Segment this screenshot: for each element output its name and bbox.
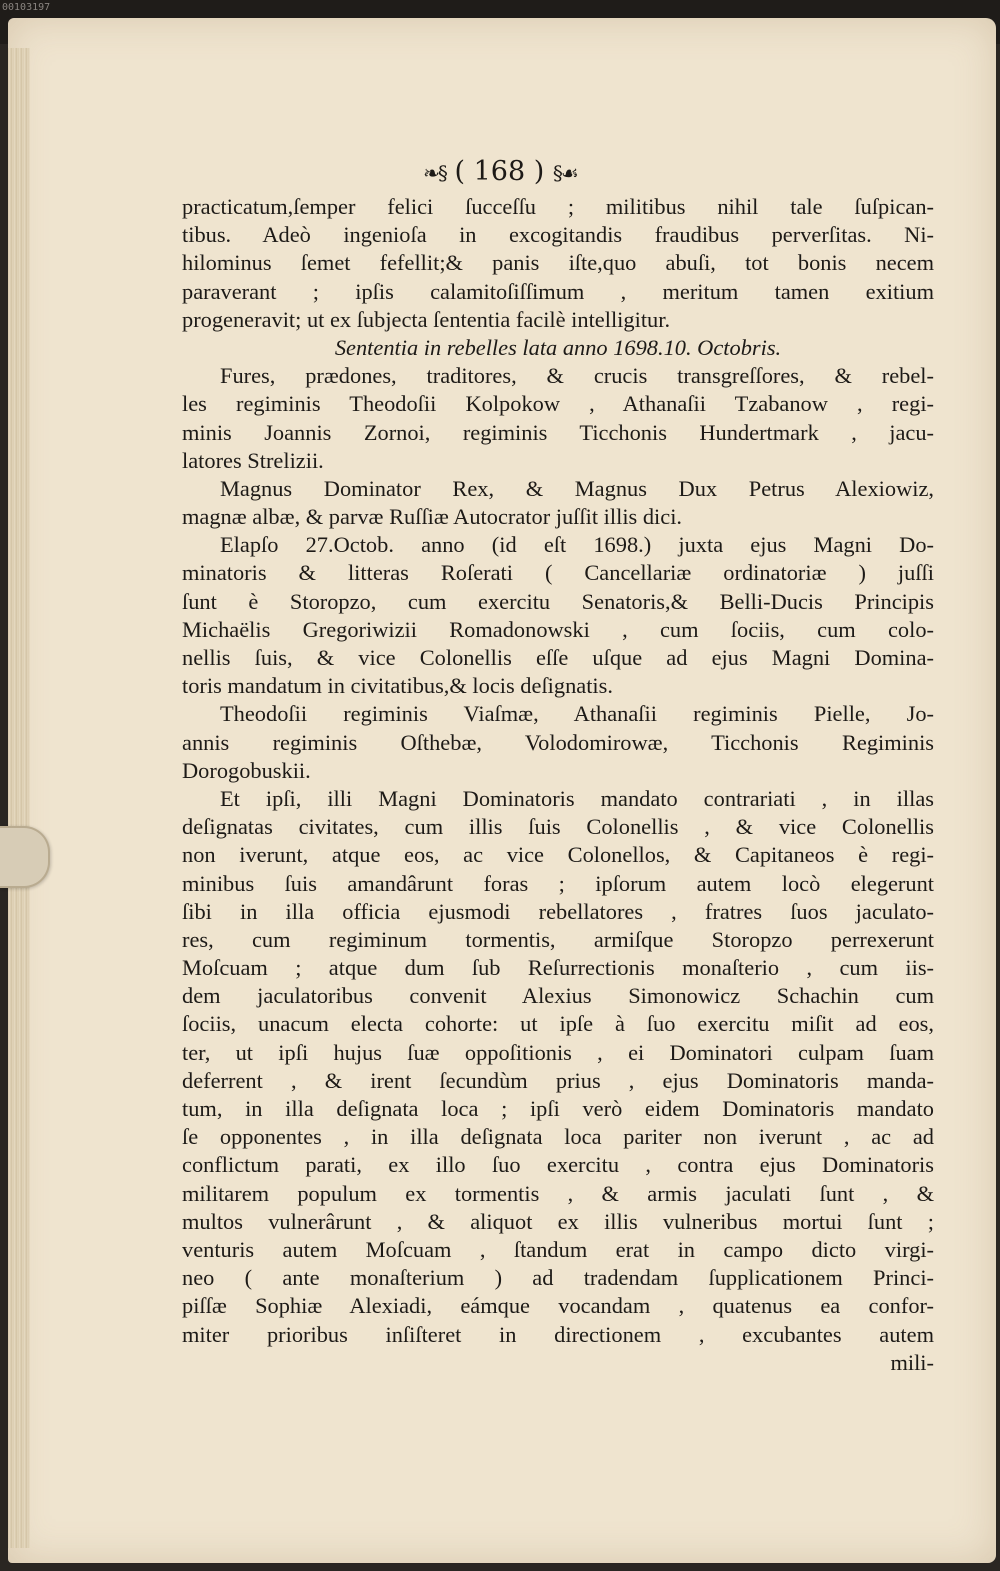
page-header [0,156,1000,187]
catchword: mili- [890,1349,934,1375]
text-line: Moſcuam ; atque dum ſub Reſurrectionis monaſterio , cum iis- [182,955,934,981]
text-line: minatoris & litteras Roſerati ( Cancellariæ ordinatoriæ ) juſſi [182,560,934,586]
text-line: Elapſo 27.Octob. anno (id eſt 1698.) juxta ejus Magni Do- [220,532,934,558]
text-line: tum, in illa deſignata loca ; ipſi verò eidem Dominatoris mandato [182,1096,934,1121]
text-line: ſe opponentes , in illa deſignata loca pariter non iverunt , ac ad [182,1124,934,1150]
text-line: ſibi in illa officia ejusmodi rebellatores , fratres ſuos jaculato- [182,898,934,924]
scan-id-label: 00103197 [2,2,51,13]
text-line: minis Joannis Zornoi, regiminis Ticchonis Hundertmark , jacu- [182,419,934,445]
page-stack-edges [8,48,30,1548]
text-line: nellis ſuis, & vice Colonellis eſſe uſque ad ejus Magni Domina- [182,645,934,670]
text-line: piſſæ Sophiæ Alexiadi, eámque vocandam , quatenus ea confor- [182,1293,934,1319]
text-line: minibus ſuis amandârunt foras ; ipſorum autem locò elegerunt [182,870,934,896]
text-line: Et ipſi, illi Magni Dominatoris mandato contrariati , in illas [220,785,934,811]
text-line: Magnus Dominator Rex, & Magnus Dux Petrus Alexiowiz, [220,475,934,501]
text-line: ſociis, unacum electa cohorte: ut ipſe à ſuo exercitu miſit ad eos, [182,1011,934,1037]
text-line: Michaëlis Gregoriwizii Romadonowski , cum ſociis, cum colo- [182,616,934,642]
text-line: progeneravit; ut ex ſubjecta ſententia facilè intelligitur. [182,306,671,332]
text-line: practicatum,ſemper felici ſucceſſu ; militibus nihil tale ſuſpican- [182,194,934,219]
text-line: militarem populum ex tormentis , & armis jaculati ſunt , & [182,1180,934,1206]
text-line: multos vulnerârunt , & aliquot ex illis vulneribus mortui ſunt ; [182,1208,934,1234]
text-line: latores Strelizii. [182,447,324,473]
binding-clip [0,826,50,888]
ornament-right-icon: §☙ [552,161,577,185]
page-number: ( 168 ) [454,156,545,187]
text-line: Dorogobuskii. [182,757,311,783]
text-line: venturis autem Moſcuam , ſtandum erat in campo dicto virgi- [182,1236,934,1262]
text-line: magnæ albæ, & parvæ Ruſſiæ Autocrator juſſit illis dici. [182,504,683,530]
body-text [182,193,934,1377]
text-line: les regiminis Theodoſii Kolpokow , Athanaſii Tzabanow , regi- [182,391,934,417]
text-line: dem jaculatoribus convenit Alexius Simonowicz Schachin cum [182,983,934,1009]
text-line: Fures, prædones, traditores, & crucis transgreſſores, & rebel- [220,363,934,389]
text-line: ſunt è Storopzo, cum exercitu Senatoris,& Belli-Ducis Principis [182,588,934,614]
text-line: deſignatas civitates, cum illis ſuis Colonellis , & vice Colonellis [182,814,934,840]
text-line: conflictum parati, ex illo ſuo exercitu , contra ejus Dominatoris [182,1152,934,1178]
text-line: res, cum regiminum tormentis, armiſque Storopzo perrexerunt [182,926,934,952]
text-line: Theodoſii regiminis Viaſmæ, Athanaſii regiminis Pielle, Jo- [220,701,934,727]
text-line: miter prioribus inſiſteret in directionem , excubantes autem [182,1321,934,1347]
sentence-heading: Sententia in rebelles lata anno 1698.10. Octobris. [334,334,782,360]
text-line: tibus. Adeò ingenioſa in excogitandis fraudibus perverſitas. Ni- [182,222,934,248]
ornament-left-icon: ❧§ [423,161,446,185]
text-line: non iverunt, atque eos, ac vice Colonellos, & Capitaneos è regi- [182,842,934,868]
text-line: ter, ut ipſi hujus ſuæ oppoſitionis , ei Dominatori culpam ſuam [182,1039,934,1065]
text-line: hilominus ſemet fefellit;& panis iſte,quo abuſi, tot bonis necem [182,250,934,276]
text-line: deferrent , & irent ſecundùm prius , ejus Dominatoris manda- [182,1067,934,1093]
text-line: toris mandatum in civitatibus,& locis deſignatis. [182,673,613,699]
text-line: paraverant ; ipſis calamitoſiſſimum , meritum tamen exitium [182,278,934,304]
text-line: annis regiminis Oſthebæ, Volodomirowæ, Ticchonis Regiminis [182,729,934,755]
text-line: neo ( ante monaſterium ) ad tradendam ſupplicationem Princi- [182,1265,934,1291]
